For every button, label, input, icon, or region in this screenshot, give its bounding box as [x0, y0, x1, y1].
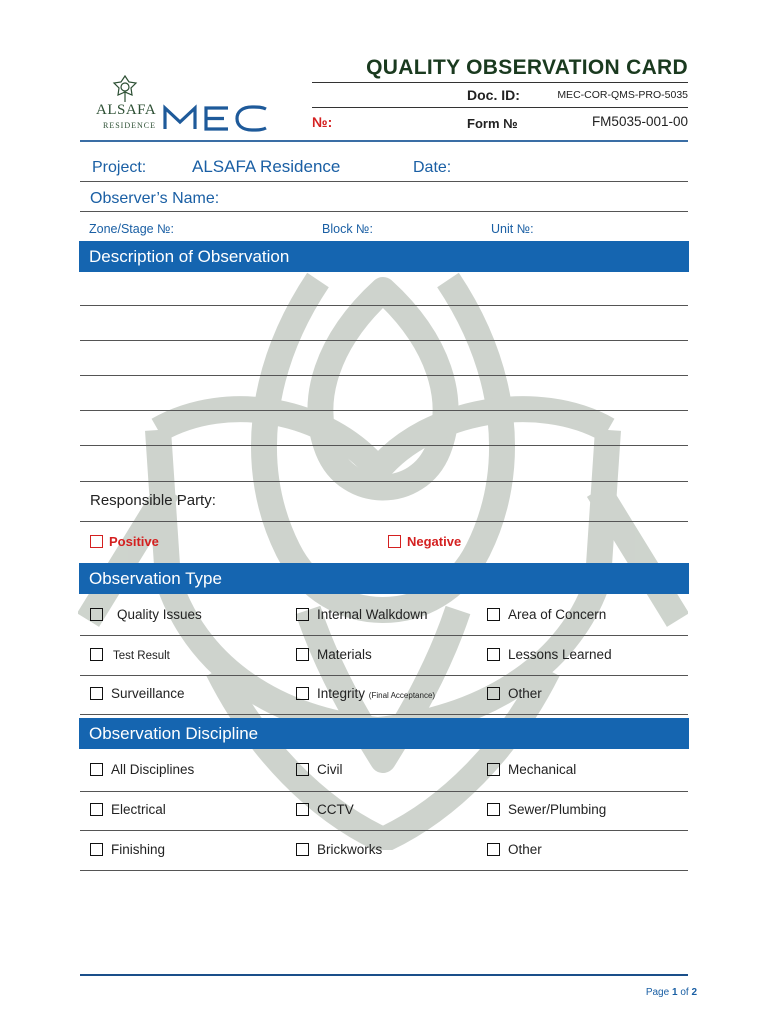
footer-rule	[80, 974, 688, 976]
page-number: Page 1 of 2	[645, 987, 697, 998]
zone-stage-label: Zone/Stage №:	[89, 222, 174, 236]
checkbox-icon	[296, 648, 309, 661]
logo-brand-name: ALSAFA	[96, 102, 157, 118]
checkbox-icon	[296, 763, 309, 776]
checkbox-icon	[90, 687, 103, 700]
checkbox-icon	[487, 803, 500, 816]
number-label: №:	[312, 114, 333, 130]
checkbox-icon	[90, 648, 103, 661]
negative-checkbox[interactable]	[388, 534, 461, 549]
discipline-option-all[interactable]: All Disciplines	[90, 762, 194, 777]
header-bottom-rule	[80, 140, 688, 142]
doc-id-value: MEC-COR-QMS-PRO-5035	[557, 89, 688, 101]
field-underline	[80, 181, 688, 182]
writing-line[interactable]	[80, 340, 688, 341]
writing-line[interactable]	[80, 305, 688, 306]
integrity-note: (Final Acceptance)	[368, 691, 436, 700]
row-divider	[80, 635, 688, 636]
discipline-option-electrical[interactable]: Electrical	[90, 802, 166, 817]
writing-line[interactable]	[80, 410, 688, 411]
discipline-option-cctv[interactable]: CCTV	[296, 802, 354, 817]
type-option-quality-issues[interactable]: Quality Issues	[90, 607, 202, 622]
checkbox-icon	[296, 608, 309, 621]
responsible-party-label: Responsible Party:	[90, 492, 216, 509]
field-underline	[80, 521, 688, 522]
form-no-value: FM5035-001-00	[591, 114, 688, 129]
discipline-option-other[interactable]: Other	[487, 842, 542, 857]
discipline-option-civil[interactable]: Civil	[296, 762, 343, 777]
form-no-label: Form №	[467, 116, 518, 131]
observation-type-section-header: Observation Type	[79, 563, 689, 594]
checkbox-icon	[487, 687, 500, 700]
date-label: Date:	[413, 159, 452, 176]
observation-discipline-section-header: Observation Discipline	[79, 718, 689, 749]
writing-line[interactable]	[80, 375, 688, 376]
checkbox-icon	[487, 763, 500, 776]
discipline-option-finishing[interactable]: Finishing	[90, 842, 165, 857]
checkbox-icon	[487, 648, 500, 661]
writing-line[interactable]	[80, 445, 688, 446]
checkbox-icon	[388, 535, 401, 548]
positive-checkbox[interactable]	[90, 534, 159, 549]
header-divider	[312, 82, 688, 83]
checkbox-icon	[296, 803, 309, 816]
form-title: QUALITY OBSERVATION CARD	[366, 56, 688, 79]
discipline-option-mechanical[interactable]: Mechanical	[487, 762, 576, 777]
row-divider	[80, 870, 688, 871]
project-label: Project:	[92, 159, 147, 176]
unit-label: Unit №:	[491, 222, 534, 236]
row-divider	[80, 830, 688, 831]
type-option-lessons-learned[interactable]: Lessons Learned	[487, 647, 612, 662]
block-label: Block №:	[322, 222, 373, 236]
header-divider	[312, 107, 688, 108]
description-section-header: Description of Observation	[79, 241, 689, 272]
type-option-integrity[interactable]: Integrity (Final Acceptance)	[296, 686, 435, 701]
mec-logo	[162, 104, 272, 132]
row-divider	[80, 714, 688, 715]
discipline-option-sewer-plumbing[interactable]: Sewer/Plumbing	[487, 802, 606, 817]
type-option-area-of-concern[interactable]: Area of Concern	[487, 607, 606, 622]
checkbox-icon	[90, 608, 103, 621]
type-option-other[interactable]: Other	[487, 686, 542, 701]
checkbox-icon	[90, 535, 103, 548]
positive-label: Positive	[109, 534, 159, 549]
type-option-materials[interactable]: Materials	[296, 647, 372, 662]
logo-brand-sub: RESIDENCE	[103, 121, 156, 130]
checkbox-icon	[296, 687, 309, 700]
type-option-internal-walkdown[interactable]: Internal Walkdown	[296, 607, 428, 622]
doc-id-label: Doc. ID:	[467, 87, 520, 103]
writing-line[interactable]	[80, 481, 688, 482]
negative-label: Negative	[407, 534, 462, 549]
observer-name-label: Observer’s Name:	[90, 190, 220, 207]
checkbox-icon	[90, 803, 103, 816]
checkbox-icon	[487, 843, 500, 856]
checkbox-icon	[90, 763, 103, 776]
checkbox-icon	[90, 843, 103, 856]
type-option-test-result[interactable]: Test Result	[90, 647, 170, 662]
row-divider	[80, 791, 688, 792]
field-underline	[80, 211, 688, 212]
type-option-surveillance[interactable]: Surveillance	[90, 686, 185, 701]
row-divider	[80, 675, 688, 676]
checkbox-icon	[487, 608, 500, 621]
discipline-option-brickworks[interactable]: Brickworks	[296, 842, 382, 857]
project-value: ALSAFA Residence	[192, 157, 341, 176]
checkbox-icon	[296, 843, 309, 856]
